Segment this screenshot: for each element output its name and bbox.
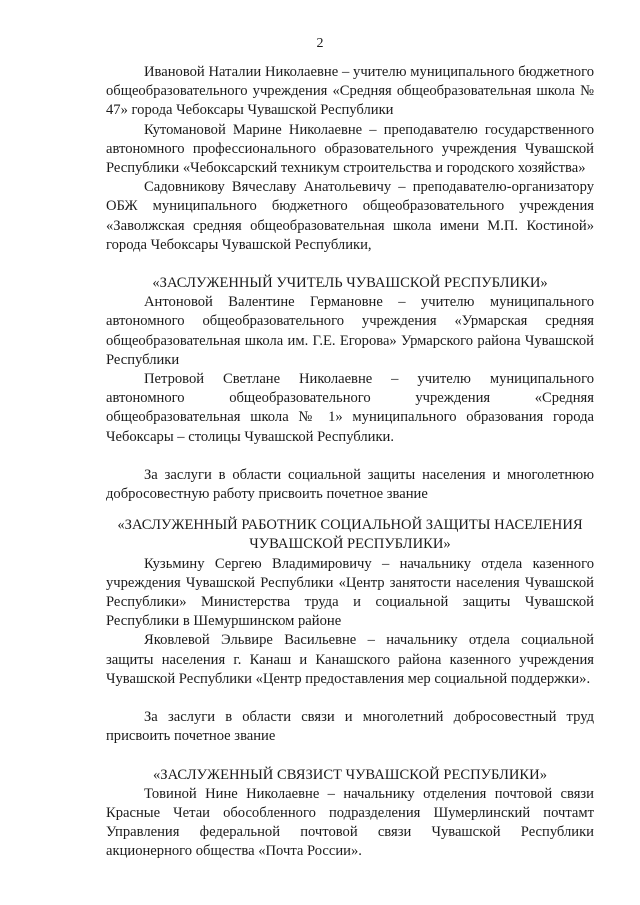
award-recipient-paragraph: Садовникову Вячеславу Анатольевичу – преподавателю-организатору ОБЖ муниципального бюджетного общеобразовательного учреждения «Заволжская средняя общеобразовательная школа имени М.П. Костиной» города Чебоксары Чувашской Республики, bbox=[106, 179, 594, 253]
award-recipient-paragraph: Антоновой Валентине Германовне – учителю муниципального автономного общеобразовательного учреждения «Урмарская средняя общеобразовательная школа им. Г.Е. Егорова» Урмарского района Чувашской Республики bbox=[106, 294, 594, 368]
title-heading-teacher: «ЗАСЛУЖЕННЫЙ УЧИТЕЛЬ ЧУВАШСКОЙ РЕСПУБЛИКИ» bbox=[152, 275, 548, 292]
spacer bbox=[106, 255, 594, 274]
title-heading-social-worker-line2: ЧУВАШСКОЙ РЕСПУБЛИКИ» bbox=[249, 536, 451, 553]
award-recipient-paragraph: Кутомановой Марине Николаевне – преподавателю государственного автономного профессионального образовательного учреждения Чувашской Республики «Чебоксарский техникум строительства и городского хозяйства» bbox=[106, 121, 594, 177]
page-number: 2 bbox=[316, 36, 324, 51]
award-recipient-paragraph: Кузьмину Сергею Владимировичу – начальнику отдела казенного учреждения Чувашской Республики «Центр занятости населения Чувашской Республики» Министерства труда и социальной защиты Чувашской Республики в Шемуршинском районе bbox=[106, 555, 594, 630]
award-recipient-paragraph: Ивановой Наталии Николаевне – учителю муниципального бюджетного общеобразовательного учреждения «Средняя общеобразовательная школа № 47» города Чебоксары Чувашской Республики bbox=[106, 64, 594, 119]
award-recipient-paragraph: Петровой Светлане Николаевне – учителю муниципального автономного общеобразовательного учреждения «Средняя общеобразовательная школа № 1» муниципального образования города Чебоксары – столицы Чувашской Республики. bbox=[106, 371, 594, 445]
spacer bbox=[106, 689, 594, 708]
award-recipient-paragraph: Яковлевой Эльвире Васильевне – начальнику отдела социальной защиты населения г. Канаш и Канашского района казенного учреждения Чувашской Республики «Центр предоставления мер социальной поддержки». bbox=[106, 632, 594, 687]
spacer bbox=[106, 504, 594, 516]
award-decree-paragraph: За заслуги в области связи и многолетний добросовестный труд присвоить почетное звание bbox=[106, 709, 594, 745]
spacer bbox=[106, 747, 594, 766]
document-body bbox=[106, 63, 594, 862]
title-heading-social-worker-line1: «ЗАСЛУЖЕННЫЙ РАБОТНИК СОЦИАЛЬНОЙ ЗАЩИТЫ НАСЕЛЕНИЯ bbox=[117, 517, 583, 534]
title-heading-communications: «ЗАСЛУЖЕННЫЙ СВЯЗИСТ ЧУВАШСКОЙ РЕСПУБЛИКИ» bbox=[152, 766, 547, 783]
spacer bbox=[106, 447, 594, 466]
award-recipient-paragraph: Товиной Нине Николаевне – начальнику отделения почтовой связи Красные Четаи обособленного подразделения Шумерлинский почтамт Управления федеральной почтовой связи Чувашской Республики акционерного общества «Почта России». bbox=[106, 785, 594, 860]
award-decree-paragraph: За заслуги в области социальной защиты населения и многолетнюю добросовестную работу присвоить почетное звание bbox=[106, 466, 594, 503]
